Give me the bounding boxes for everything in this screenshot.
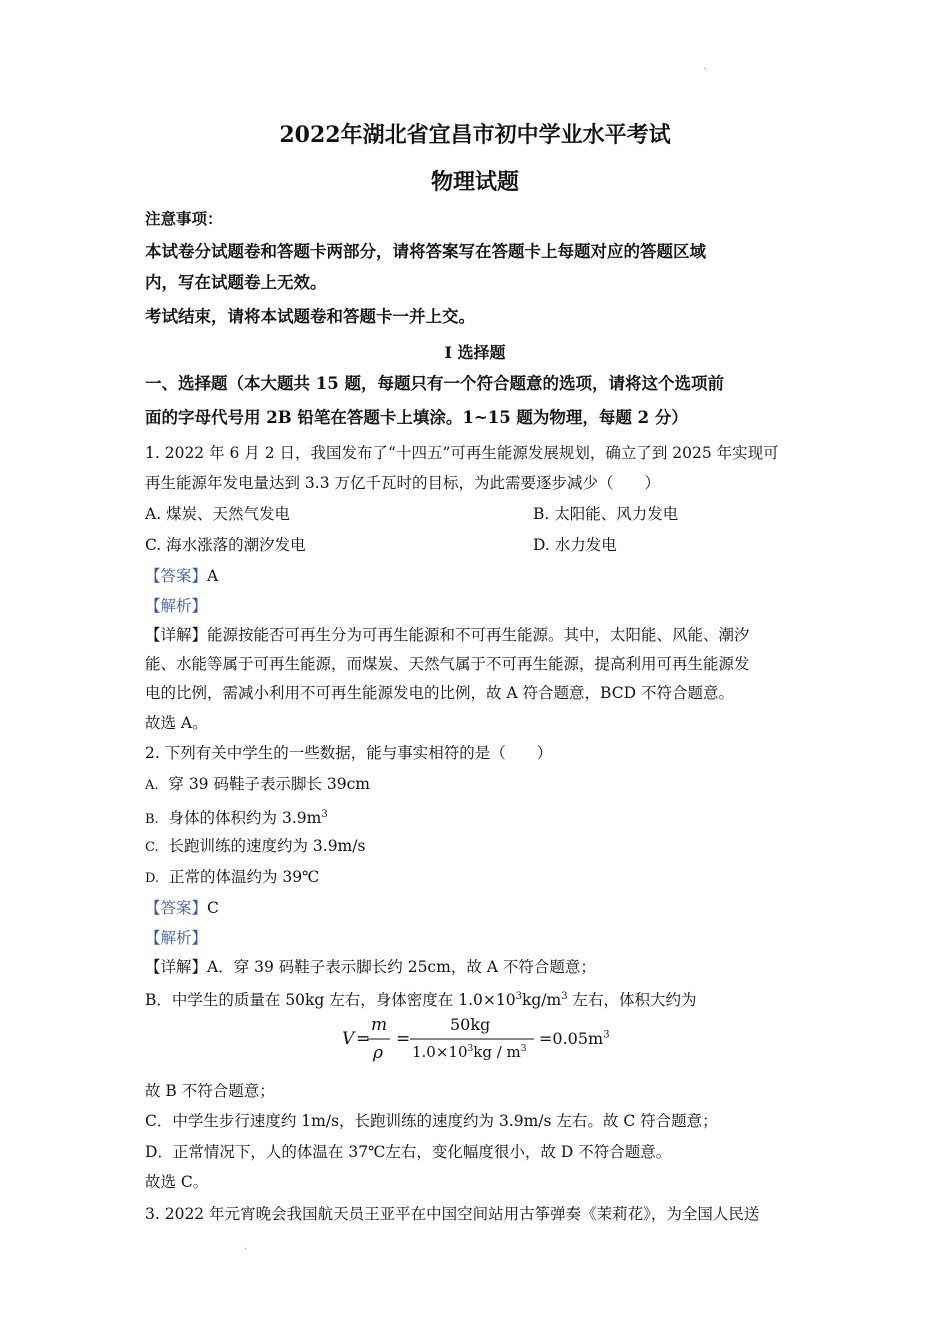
formula-equals: = [396,1029,411,1049]
q2-stem: 2. 下列有关中学生的一些数据，能与事实相符的是（ ） [145,744,553,762]
q1-detail: 电的比例，需减小利用不可再生能源发电的比例，故 A 符合题意，BCD 不符合题意。 [145,684,734,702]
section-intro: 一、选择题（本大题共 15 题，每题只有一个符合题意的选项，请将这个选项前 [145,374,724,393]
q1-stem: 再生能源年发电量达到 3.3 万亿千瓦时的目标，为此需要逐步减少（ ） [145,474,661,492]
detail-text: A．穿 39 码鞋子表示脚长约 25cm，故 A 不符合题意； [207,958,596,976]
q2-option-c [145,835,365,859]
q2-conclusion: 故选 C。 [145,1173,209,1191]
superscript: 3 [561,991,568,1002]
q2-option-d [145,866,319,890]
formula-result [539,1029,610,1048]
formula-rho: ρ [373,1043,383,1063]
result-text: =0.05m [539,1029,604,1048]
section-title: I 选择题 [444,343,506,362]
page-title: 2022年湖北省宜昌市初中学业水平考试 [279,122,671,148]
option-letter: C. [145,840,159,855]
detail-tag: 【详解】 [145,626,208,644]
answer-tag: 【答案】 [145,899,208,917]
formula-m: m [371,1015,388,1035]
detail-text: 能源按能否可再生分为可再生能源和不可再生能源。其中，太阳能、风能、潮汐 [207,626,750,644]
denominator-text: 1.0×10 [412,1043,468,1061]
formula-v: V [342,1029,355,1049]
density-formula [342,1015,642,1071]
option-text: 身体的体积约为 3.9m [168,809,322,828]
q2-detail [145,956,596,978]
q1-analysis-tag: 【解析】 [145,597,208,615]
q2-option-b [145,804,328,831]
notice-heading: 注意事项： [145,209,223,228]
option-letter: B. [145,812,159,828]
answer-value: A [207,567,219,585]
q1-option-c: C. 海水涨落的潮汐发电 [145,536,306,554]
q1-stem: 1. 2022 年 6 月 2 日，我国发布了“十四五”可再生能源发展规划，确立了到 2025 年实现可 [145,444,779,462]
q1-answer [145,565,218,587]
superscript: 3 [520,1044,527,1054]
q2-detail: 故 B 不符合题意； [145,1082,275,1100]
q1-detail [145,624,750,646]
page-subtitle: 物理试题 [430,169,519,195]
q2-detail: C．中学生步行速度约 1m/s，长跑训练的速度约为 3.9m/s 左右。故 C 符合题意； [145,1112,718,1130]
option-text: 正常的体温约为 39℃ [168,868,320,886]
scan-dot: · [244,1244,248,1255]
denominator-text: kg / m [473,1043,521,1061]
formula-equals: = [356,1029,371,1049]
q1-conclusion: 故选 A。 [145,714,208,732]
formula-numerator: 50kg [450,1015,491,1034]
superscript: 3 [467,1044,474,1054]
q2-answer [145,897,219,919]
q2-analysis-tag: 【解析】 [145,929,208,947]
notice-line: 本试卷分试题卷和答题卡两部分，请将答案写在答题卡上每题对应的答题区域 [145,242,706,261]
notice-line: 考试结束，请将本试题卷和答题卡一并上交。 [145,307,475,326]
q2-detail: D．正常情况下，人的体温在 37℃左右，变化幅度很小，故 D 不符合题意。 [145,1143,672,1161]
option-letter: D. [145,871,160,886]
q1-option-a: A. 煤炭、天然气发电 [145,505,291,523]
scan-dot: · [703,64,707,75]
q2-option-a [145,773,370,797]
superscript: 3 [515,991,522,1002]
option-text: 穿 39 码鞋子表示脚长 39cm [168,775,370,793]
notice-line: 内，写在试题卷上无效。 [145,273,327,292]
detail-text: B．中学生的质量在 50kg 左右，身体密度在 1.0×10 [145,991,516,1010]
answer-value: C [207,899,219,917]
detail-tag: 【详解】 [145,958,208,976]
section-intro: 面的字母代号用 2B 铅笔在答题卡上填涂。1~15 题为物理，每题 2 分） [145,408,688,427]
detail-text: 左右，体积大约为 [567,991,697,1010]
q1-option-b: B. 太阳能、风力发电 [533,505,679,523]
superscript: 3 [603,1029,610,1041]
q1-detail: 能、水能等属于可再生能源，而煤炭、天然气属于不可再生能源，提高利用可再生能源发 [145,655,750,673]
superscript: 3 [321,809,328,820]
option-text: 长跑训练的速度约为 3.9m/s [168,837,366,855]
option-letter: A. [145,778,159,793]
formula-denominator [412,1043,527,1061]
q1-option-d: D. 水力发电 [533,536,617,554]
q2-detail [145,986,697,1011]
q3-stem: 3. 2022 年元宵晚会我国航天员王亚平在中国空间站用古筝弹奏《茉莉花》，为全国人民送 [145,1205,760,1223]
detail-text: kg/m [521,991,562,1010]
answer-tag: 【答案】 [145,567,208,585]
